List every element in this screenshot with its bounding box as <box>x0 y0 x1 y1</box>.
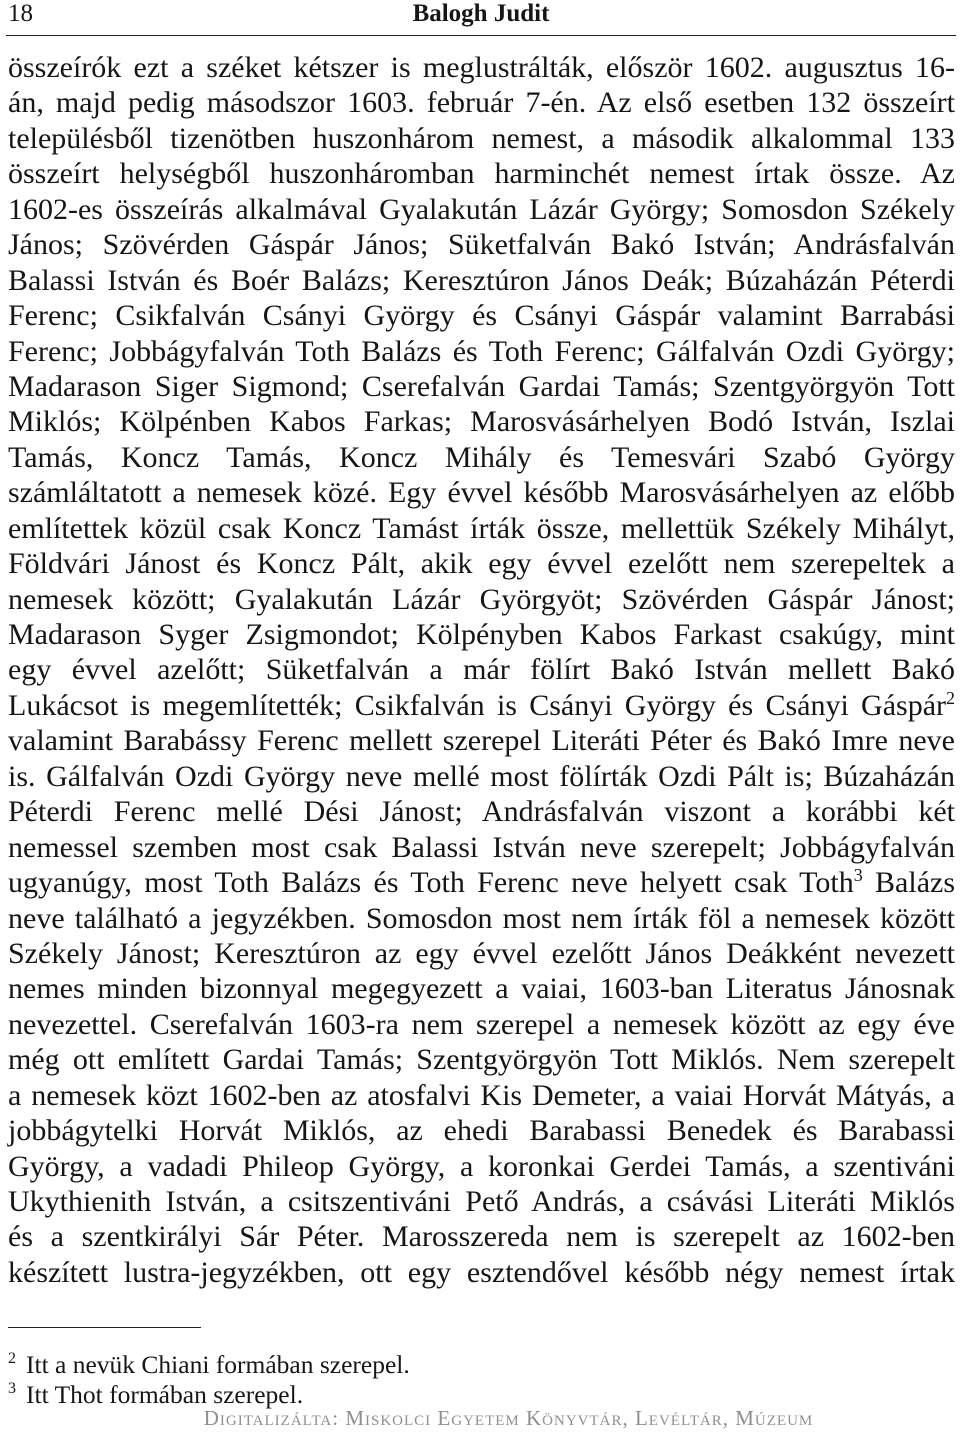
text-line: Ukythienith István, a csitszentiváni Pető András, a csávási Literáti Miklós <box>8 1185 955 1218</box>
footnotes <box>8 1350 608 1409</box>
text-line: Miklós; Kölpénben Kabos Farkas; Marosvásárhelyen Bodó István, Iszlai <box>8 405 955 439</box>
footnote-reference: 3 <box>853 865 863 886</box>
running-header <box>6 0 956 36</box>
text-line: is. Gálfalván Ozdi György neve mellé most fölírták Ozdi Pált is; Búzaházán <box>8 759 955 793</box>
text-line: nemessel szemben most csak Balassi István neve szerepelt; Jobbágyfalván <box>8 830 955 864</box>
body-text <box>8 50 955 1290</box>
text-line: nevezettel. Cserefalván 1603-ra nem szerepel a nemesek között az egy éve <box>8 1007 955 1041</box>
text-line: Ferenc; Jobbágyfalván Toth Balázs és Toth Ferenc; Gálfalván Ozdi György; <box>8 334 955 368</box>
page-number: 18 <box>8 0 33 27</box>
text-line: Madarason Syger Zsigmondot; Kölpényben Kabos Farkast csakúgy, mint <box>8 618 955 651</box>
text-line: nemes minden bizonnyal megegyezett a vaiai, 1603-ban Literatus Jánosnak <box>8 972 955 1006</box>
footnote-text: Itt Thot formában szerepel. <box>26 1379 304 1409</box>
text-line: említettek közül csak Koncz Tamást írták össze, mellettük Székely Mihályt, <box>8 511 955 545</box>
text-line: György, a vadadi Phileop György, a koronkai Gerdei Tamás, a szentiváni <box>8 1149 955 1183</box>
footnote: 2 Itt a nevük Chiani formában szerepel. <box>8 1350 410 1379</box>
text-line: János; Szövérden Gáspár János; Süketfalván Bakó István; Andrásfalván <box>8 228 955 262</box>
text-line-content: Lukácsot is megemlítették; Csikfalván is Csányi György és Csányi Gáspár <box>8 688 946 722</box>
text-line: Péterdi Ferenc mellé Dési Jánost; Andrásfalván viszont a korábbi két <box>8 795 955 829</box>
text-line <box>8 688 955 723</box>
text-line: összeírók ezt a széket kétszer is meglustrálták, először 1602. augusztus 16- <box>8 51 955 84</box>
text-line: összeírt helységből huszonháromban harminchét nemest írtak össze. Az <box>8 157 955 191</box>
footnote-separator <box>8 1327 201 1328</box>
text-line: nemesek között; Gyalakután Lázár Györgyöt; Szövérden Gáspár Jánost; <box>8 582 955 616</box>
text-line: a nemesek közt 1602-ben az atosfalvi Kis Demeter, a vaiai Horvát Mátyás, a <box>8 1078 955 1112</box>
text-line: neve található a jegyzékben. Somosdon most nem írták föl a nemesek között <box>8 901 955 935</box>
text-line: 1602-es összeírás alkalmával Gyalakután Lázár György; Somosdon Székely <box>8 192 955 226</box>
footnote-text: Itt a nevük Chiani formában szerepel. <box>26 1350 410 1379</box>
text-line: valamint Barabássy Ferenc mellett szerepel Literáti Péter és Bakó Imre neve <box>8 724 955 758</box>
text-line: jobbágytelki Horvát Miklós, az ehedi Barabassi Benedek és Barabassi <box>8 1114 955 1148</box>
text-line: Tamás, Koncz Tamás, Koncz Mihály és Temesvári Szabó György <box>8 440 955 474</box>
text-line <box>8 865 955 900</box>
text-line: Madarason Siger Sigmond; Cserefalván Gardai Tamás; Szentgyörgyön Tott <box>8 369 955 403</box>
digitization-watermark: Digitalizálta: Miskolci Egyetem Könyvtár, Levéltár, Múzeum <box>203 1406 814 1430</box>
text-line: készített lustra-jegyzékben, ott egy esztendővel később négy nemest írtak <box>8 1255 955 1289</box>
text-line-content: Balázs <box>862 866 955 900</box>
text-line: még ott említett Gardai Tamás; Szentgyörgyön Tott Miklós. Nem szerepelt <box>8 1043 955 1077</box>
text-line: egy évvel azelőtt; Süketfalván a már fölírt Bakó István mellett Bakó <box>8 653 955 687</box>
text-line: Balassi István és Boér Balázs; Keresztúron János Deák; Búzaházán Péterdi <box>8 263 955 297</box>
text-line: án, majd pedig másodszor 1603. február 7-én. Az első esetben 132 összeírt <box>8 86 955 120</box>
text-line: Ferenc; Csikfalván Csányi György és Csányi Gáspár valamint Barrabási <box>8 299 955 333</box>
text-line: Földvári Jánost és Koncz Pált, akik egy évvel ezelőtt nem szerepeltek a <box>8 547 955 581</box>
running-title: Balogh Judit <box>412 0 550 27</box>
text-line: számláltatott a nemesek közé. Egy évvel később Marosvásárhelyen az előbb <box>8 476 955 510</box>
footnote: 3 Itt Thot formában szerepel. <box>8 1379 304 1409</box>
text-line: és a szentkirályi Sár Péter. Marosszereda nem is szerepelt az 1602-ben <box>8 1220 955 1254</box>
footnote-reference: 2 <box>946 687 955 708</box>
text-line: településből tizenötben huszonhárom nemest, a második alkalommal 133 <box>8 121 955 155</box>
text-line-content: ugyanúgy, most Toth Balázs és Toth Ferenc neve helyett csak Toth <box>8 866 854 900</box>
text-line: Székely Jánost; Keresztúron az egy évvel ezelőtt János Deákként nevezett <box>8 936 955 970</box>
